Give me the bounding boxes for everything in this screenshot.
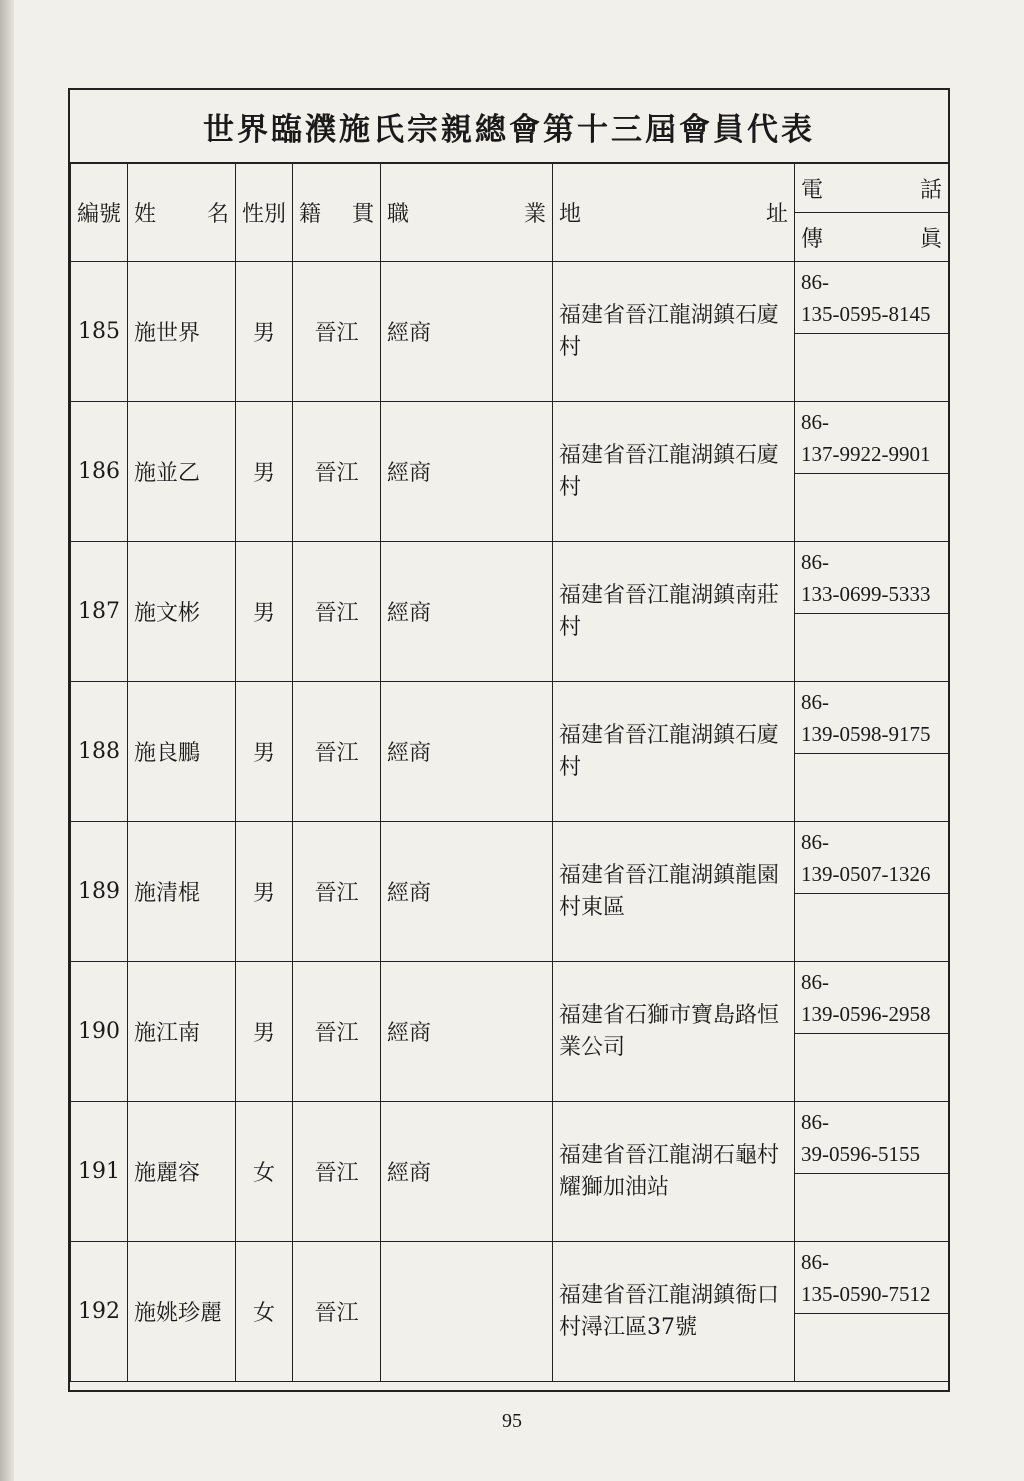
member-name: 施姚珍麗 bbox=[128, 1242, 236, 1382]
book-spine-shadow bbox=[0, 0, 14, 1481]
member-origin: 晉江 bbox=[293, 1242, 381, 1382]
member-origin: 晉江 bbox=[293, 262, 381, 402]
member-gender: 男 bbox=[236, 822, 293, 962]
member-name: 施江南 bbox=[128, 962, 236, 1102]
header-fax: 傳 眞 bbox=[795, 213, 949, 262]
member-occupation: 經商 bbox=[381, 262, 553, 402]
member-address: 福建省晉江龍湖鎮龍園村東區 bbox=[553, 822, 795, 962]
row-number: 188 bbox=[71, 682, 128, 822]
member-fax bbox=[795, 1174, 949, 1242]
member-gender: 女 bbox=[236, 1242, 293, 1382]
row-number: 190 bbox=[71, 962, 128, 1102]
member-gender: 男 bbox=[236, 542, 293, 682]
member-name: 施文彬 bbox=[128, 542, 236, 682]
member-address: 福建省晉江龍湖鎮石廈村 bbox=[553, 682, 795, 822]
member-fax bbox=[795, 754, 949, 822]
member-occupation: 經商 bbox=[381, 542, 553, 682]
member-table bbox=[70, 163, 949, 1382]
table-row bbox=[71, 1102, 949, 1174]
table-row bbox=[71, 822, 949, 894]
table-row bbox=[71, 682, 949, 754]
member-origin: 晉江 bbox=[293, 822, 381, 962]
member-gender: 男 bbox=[236, 682, 293, 822]
header-name: 姓 名 bbox=[128, 164, 236, 262]
member-occupation bbox=[381, 1242, 553, 1382]
member-origin: 晉江 bbox=[293, 682, 381, 822]
member-name: 施良鵬 bbox=[128, 682, 236, 822]
row-number: 189 bbox=[71, 822, 128, 962]
member-address: 福建省石獅市寶島路恒業公司 bbox=[553, 962, 795, 1102]
member-origin: 晉江 bbox=[293, 962, 381, 1102]
member-address: 福建省晉江龍湖石龜村耀獅加油站 bbox=[553, 1102, 795, 1242]
member-gender: 男 bbox=[236, 962, 293, 1102]
member-name: 施清棍 bbox=[128, 822, 236, 962]
member-address: 福建省晉江龍湖鎮南莊村 bbox=[553, 542, 795, 682]
member-name: 施世界 bbox=[128, 262, 236, 402]
member-origin: 晉江 bbox=[293, 542, 381, 682]
member-name: 施並乙 bbox=[128, 402, 236, 542]
header-gender: 性別 bbox=[236, 164, 293, 262]
member-gender: 男 bbox=[236, 262, 293, 402]
member-origin: 晉江 bbox=[293, 402, 381, 542]
member-phone: 86- 39-0596-5155 bbox=[795, 1102, 949, 1174]
member-occupation: 經商 bbox=[381, 822, 553, 962]
member-fax bbox=[795, 334, 949, 402]
member-phone: 86- 133-0699-5333 bbox=[795, 542, 949, 614]
header-address: 地 址 bbox=[553, 164, 795, 262]
member-fax bbox=[795, 614, 949, 682]
row-number: 187 bbox=[71, 542, 128, 682]
member-occupation: 經商 bbox=[381, 682, 553, 822]
member-name: 施麗容 bbox=[128, 1102, 236, 1242]
member-gender: 男 bbox=[236, 402, 293, 542]
member-phone: 86- 139-0598-9175 bbox=[795, 682, 949, 754]
header-no: 編號 bbox=[71, 164, 128, 262]
member-phone: 86- 139-0507-1326 bbox=[795, 822, 949, 894]
member-address: 福建省晉江龍湖鎮衙口村潯江區37號 bbox=[553, 1242, 795, 1382]
member-origin: 晉江 bbox=[293, 1102, 381, 1242]
table-row bbox=[71, 1242, 949, 1314]
member-fax bbox=[795, 474, 949, 542]
member-occupation: 經商 bbox=[381, 1102, 553, 1242]
table-row bbox=[71, 962, 949, 1034]
member-fax bbox=[795, 1314, 949, 1382]
table-row bbox=[71, 542, 949, 614]
member-phone: 86- 139-0596-2958 bbox=[795, 962, 949, 1034]
member-fax bbox=[795, 1034, 949, 1102]
table-row bbox=[71, 262, 949, 334]
header-origin: 籍 貫 bbox=[293, 164, 381, 262]
member-occupation: 經商 bbox=[381, 402, 553, 542]
member-gender: 女 bbox=[236, 1102, 293, 1242]
member-phone: 86- 137-9922-9901 bbox=[795, 402, 949, 474]
member-phone: 86- 135-0595-8145 bbox=[795, 262, 949, 334]
row-number: 185 bbox=[71, 262, 128, 402]
member-address: 福建省晉江龍湖鎮石廈村 bbox=[553, 262, 795, 402]
header-phone: 電 話 bbox=[795, 164, 949, 213]
page-title: 世界臨濮施氏宗親總會第十三屆會員代表 bbox=[70, 90, 948, 163]
row-number: 191 bbox=[71, 1102, 128, 1242]
member-occupation: 經商 bbox=[381, 962, 553, 1102]
row-number: 186 bbox=[71, 402, 128, 542]
member-fax bbox=[795, 894, 949, 962]
page-number: 95 bbox=[502, 1410, 522, 1432]
member-address: 福建省晉江龍湖鎮石廈村 bbox=[553, 402, 795, 542]
row-number: 192 bbox=[71, 1242, 128, 1382]
member-phone: 86- 135-0590-7512 bbox=[795, 1242, 949, 1314]
header-occupation: 職 業 bbox=[381, 164, 553, 262]
table-row bbox=[71, 402, 949, 474]
member-table-frame bbox=[68, 88, 950, 1392]
